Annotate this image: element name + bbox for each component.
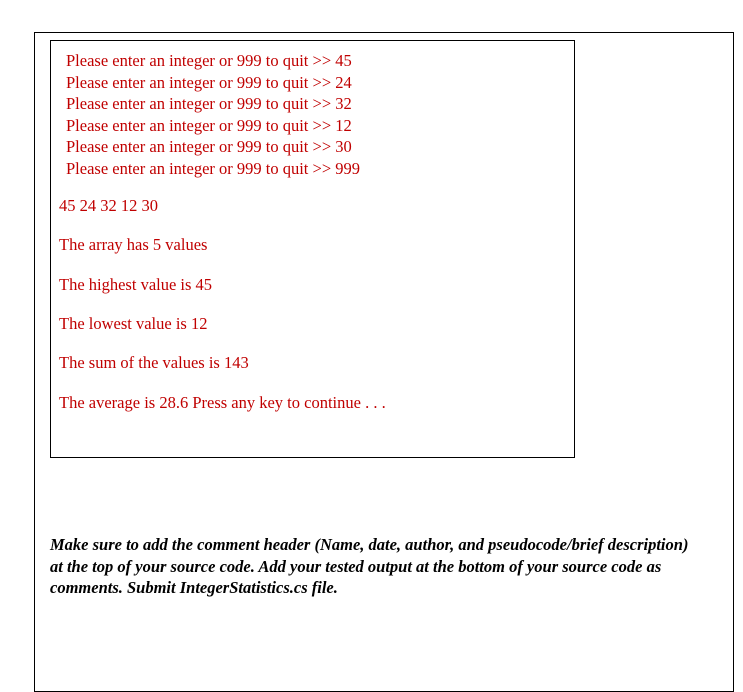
prompt-line: Please enter an integer or 999 to quit >> 12	[66, 115, 352, 135]
prompt-line: Please enter an integer or 999 to quit >> 24	[66, 72, 352, 92]
prompt-line: Please enter an integer or 999 to quit >> 32	[66, 94, 352, 114]
prompt-line: Please enter an integer or 999 to quit >> 45	[66, 51, 352, 70]
prompt-line: Please enter an integer or 999 to quit >> 30	[66, 137, 352, 157]
highest-line: The highest value is 45	[59, 275, 213, 294]
count-line: The array has 5 values	[59, 235, 208, 254]
values-line: 45 24 32 12 30	[59, 196, 158, 215]
sum-line: The sum of the values is 143	[59, 353, 249, 372]
input-prompts	[66, 50, 360, 180]
average-line: The average is 28.6 Press any key to continue . . .	[59, 393, 386, 412]
prompt-line: Please enter an integer or 999 to quit >> 999	[66, 158, 360, 178]
console-output-box	[50, 40, 575, 458]
lowest-line: The lowest value is 12	[59, 314, 208, 333]
assignment-instructions: Make sure to add the comment header (Name, date, author, and pseudocode/brief description) at the top of your source code. Add your tested output at the bottom of your source code as comments. Submit IntegerStatistics.cs file.	[50, 535, 689, 597]
